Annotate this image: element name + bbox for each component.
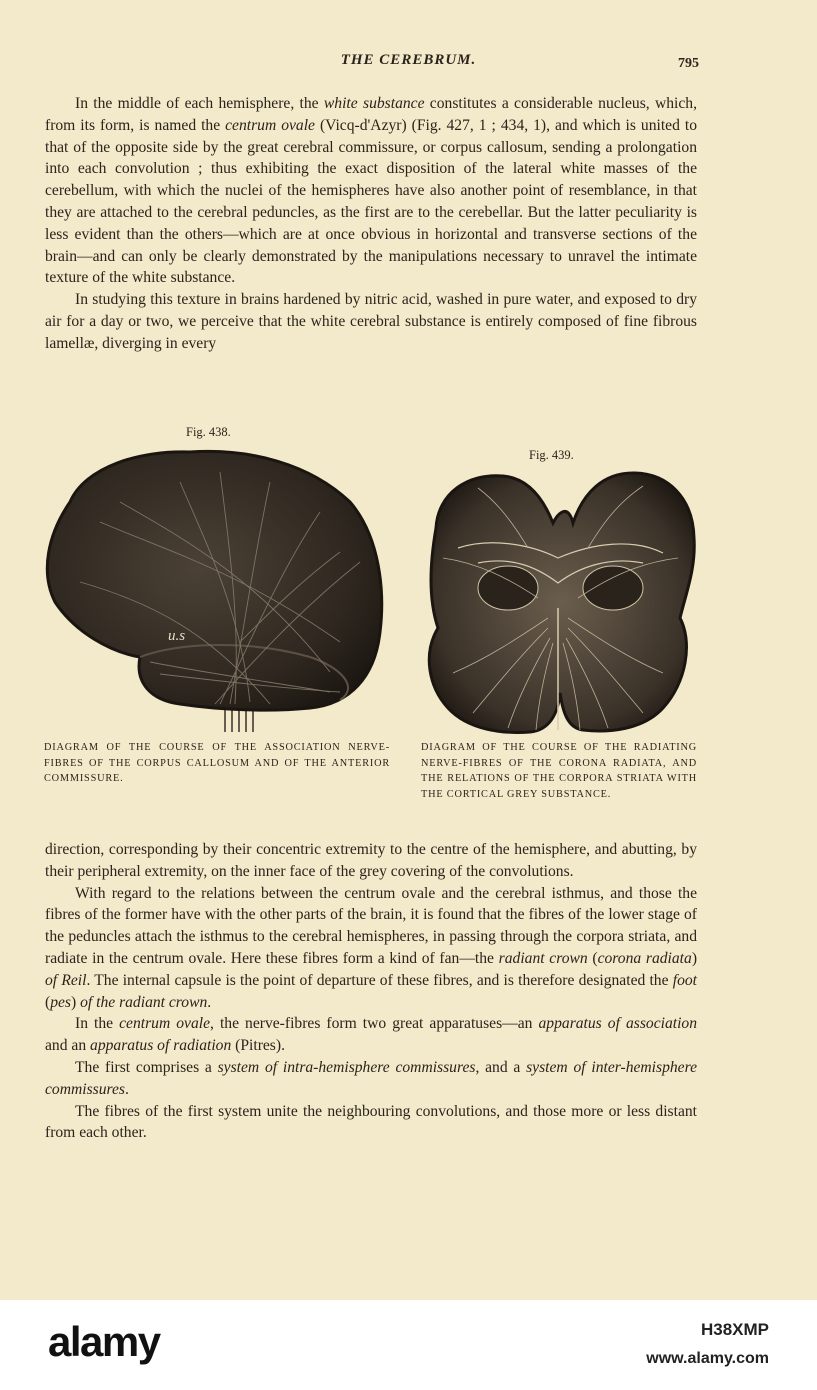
fig-438-annotation: u.s [168, 628, 186, 644]
paragraph-4: In the centrum ovale, the nerve-fibres form two great apparatuses—an apparatus of association and an apparatus of radiation (Pitres). [45, 1015, 697, 1055]
page-number: 795 [678, 56, 699, 71]
fig-438-caption: DIAGRAM OF THE COURSE OF THE ASSOCIATION NERVE-FIBRES OF THE CORPUS CALLOSUM AND OF THE ANTERIOR COMMISSURE. [44, 742, 390, 784]
site-url[interactable]: www.alamy.com [646, 1350, 769, 1367]
fig-439-brain-section [418, 468, 700, 736]
fig-439-caption: DIAGRAM OF THE COURSE OF THE RADIATING NERVE-FIBRES OF THE CORONA RADIATA, AND THE RELATIONS OF THE CORPORA STRIATA WITH THE CORTICAL GREY SUBSTANCE. [421, 742, 697, 800]
text-block-bottom [45, 839, 697, 1144]
text-block-top [45, 93, 697, 355]
running-title: THE CEREBRUM. [340, 52, 477, 68]
paragraph-1: In the middle of each hemisphere, the white substance constitutes a considerable nucleus, which, from its form, is named the centrum ovale (Vicq-d'Azyr) (Fig. 427, 1 ; 434, 1), and which is united to that of the opposite side by the great cerebral commissure, or corpus callosum, sending a prolongation into each convolution ; thus exhibiting the exact disposition of the lateral white masses of the cerebellum, with which the nuclei of the hemispheres have also another point of resemblance, in that they are attached to the cerebral peduncles, as the first are to the cerebellar. But the latter peculiarity is less evident than the others—which are at once obvious in horizontal and transverse sections of the brain—and can only be clearly demonstrated by the manipulations necessary to unravel the intimate texture of the white substance. [45, 95, 698, 287]
stock-footer-bar [0, 1300, 817, 1390]
fig-439-label: Fig. 439. [529, 448, 574, 462]
paragraph-3: With regard to the relations between the centrum ovale and the cerebral isthmus, and those the fibres of the former have with the other parts of the brain, it is found that the fibres of the lower stage of the peduncles attach the isthmus to the cerebral hemispheres, in passing through the corpora striata, and radiate in the centrum ovale. Here these fibres form a kind of fan—the radiant crown (corona radiata) of Reil. The internal capsule is the point of departure of these fibres, and is therefore designated the foot (pes) of the radiant crown. [45, 884, 698, 1011]
paragraph-continuation: direction, corresponding by their concentric extremity to the centre of the hemisphere, and abutting, by their peripheral extremity, on the inner face of the grey covering of the convolutions. [45, 841, 697, 880]
paragraph-6: The fibres of the first system unite the neighbouring convolutions, and those more or less distant from each other. [45, 1102, 697, 1142]
paragraph-5: The first comprises a system of intra-hemisphere commissures, and a system of inter-hemisphere commissures. [45, 1058, 697, 1098]
fig-438-label: Fig. 438. [186, 425, 231, 439]
alamy-logo: alamy [48, 1318, 160, 1365]
paragraph-2: In studying this texture in brains hardened by nitric acid, washed in pure water, and exposed to dry air for a day or two, we perceive that the white cerebral substance is entirely composed of fine fibrous lamellæ, diverging in every [45, 291, 697, 352]
image-id: H38XMP [700, 1320, 769, 1339]
fig-438-brain-section [40, 442, 390, 742]
